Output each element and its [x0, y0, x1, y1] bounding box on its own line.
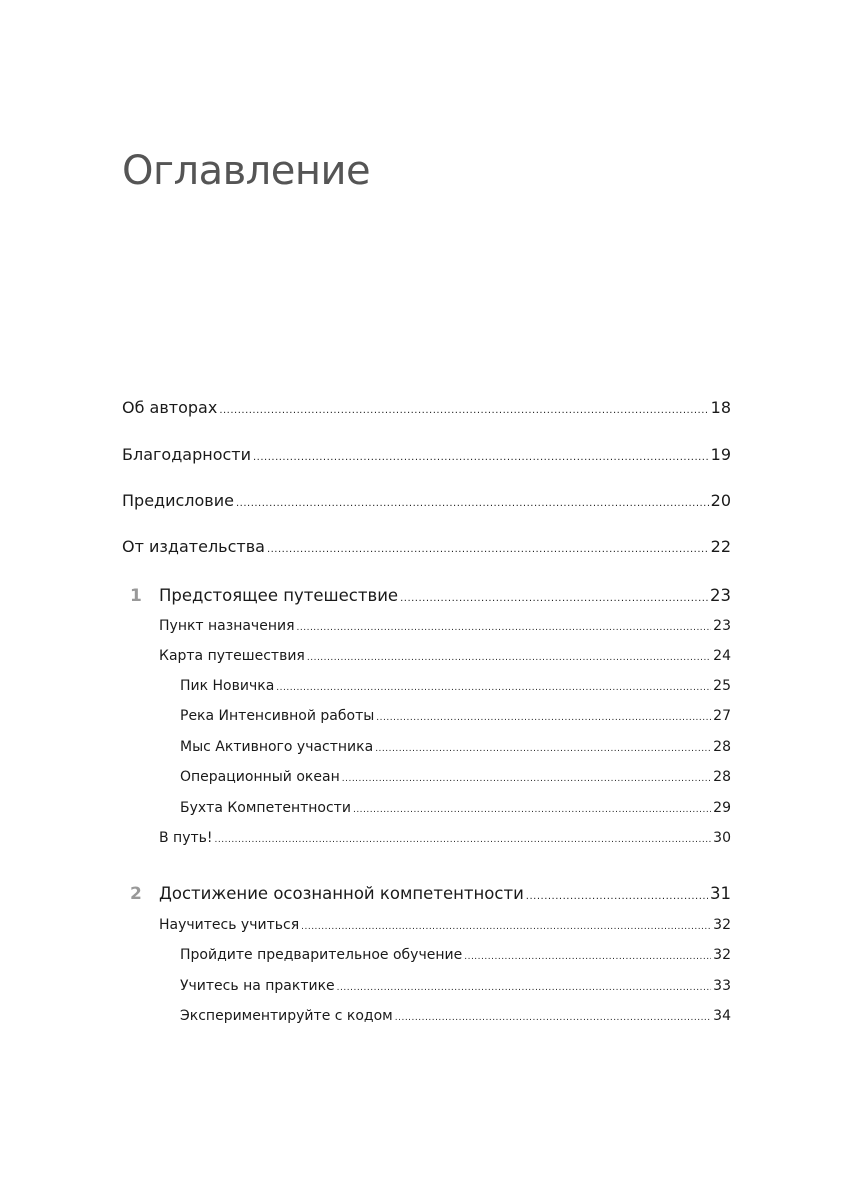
toc-entry-page: 20	[710, 491, 731, 510]
toc-entry-label: Мыс Активного участника	[180, 739, 374, 755]
chapter-number: 1	[130, 586, 142, 606]
toc-subsection[interactable]	[122, 978, 731, 994]
toc-section[interactable]	[122, 648, 731, 664]
toc-entry-label: От издательства	[122, 537, 265, 556]
dot-leader	[464, 952, 711, 962]
toc-subsection[interactable]	[122, 1008, 731, 1024]
toc-subsection[interactable]	[122, 800, 731, 816]
dot-leader	[253, 452, 709, 463]
dot-leader	[297, 623, 712, 633]
table-of-contents	[122, 0, 731, 1200]
toc-entry-from-publisher[interactable]	[122, 537, 731, 556]
toc-entry-label: Пик Новичка	[180, 678, 275, 694]
toc-entry-label: Карта путешествия	[159, 648, 305, 664]
toc-chapter-2[interactable]	[122, 884, 731, 903]
toc-entry-label: Благодарности	[122, 445, 251, 464]
toc-entry-page: 34	[713, 1008, 731, 1024]
toc-subsection[interactable]	[122, 769, 731, 785]
toc-entry-page: 29	[713, 800, 731, 816]
toc-entry-label: Операционный океан	[180, 769, 340, 785]
dot-leader	[215, 835, 712, 845]
toc-subsection[interactable]	[122, 708, 731, 724]
toc-entry-page: 18	[710, 398, 731, 417]
toc-entry-label: Пункт назначения	[159, 618, 295, 634]
dot-leader	[267, 544, 709, 555]
toc-subsection[interactable]	[122, 947, 731, 963]
toc-entry-page: 28	[713, 739, 731, 755]
dot-leader	[301, 922, 711, 932]
toc-entry-page: 27	[713, 708, 731, 724]
dot-leader	[400, 593, 708, 604]
chapter-number: 2	[130, 884, 142, 904]
toc-entry-page: 28	[713, 769, 731, 785]
dot-leader	[276, 683, 711, 693]
toc-entry-label: Бухта Компетентности	[180, 800, 351, 816]
toc-entry-label: Предисловие	[122, 491, 234, 510]
toc-entry-page: 33	[713, 978, 731, 994]
toc-entry-acknowledgements[interactable]	[122, 445, 731, 464]
toc-entry-page: 19	[710, 445, 731, 464]
toc-entry-label: Научитесь учиться	[159, 917, 300, 933]
toc-entry-page: 31	[710, 884, 731, 903]
dot-leader	[375, 744, 711, 754]
toc-chapter-1[interactable]	[122, 586, 731, 605]
page-title: Оглавление	[122, 148, 371, 194]
dot-leader	[236, 498, 709, 509]
dot-leader	[395, 1013, 711, 1023]
dot-leader	[219, 405, 708, 416]
toc-section[interactable]	[122, 917, 731, 933]
dot-leader	[342, 774, 711, 784]
toc-entry-label: Экспериментируйте с кодом	[180, 1008, 393, 1024]
dot-leader	[353, 805, 711, 815]
toc-entry-page: 24	[713, 648, 731, 664]
toc-subsection[interactable]	[122, 739, 731, 755]
dot-leader	[307, 653, 711, 663]
toc-entry-page: 30	[713, 830, 731, 846]
toc-entry-page: 23	[710, 586, 731, 605]
dot-leader	[526, 891, 708, 902]
toc-section[interactable]	[122, 618, 731, 634]
toc-entry-page: 25	[713, 678, 731, 694]
toc-entry-label: Предстоящее путешествие	[159, 586, 399, 605]
toc-entry-label: Пройдите предварительное обучение	[180, 947, 463, 963]
toc-entry-label: В путь!	[159, 830, 213, 846]
toc-entry-page: 22	[710, 537, 731, 556]
toc-subsection[interactable]	[122, 678, 731, 694]
toc-entry-label: Река Интенсивной работы	[180, 708, 375, 724]
toc-entry-label: Об авторах	[122, 398, 218, 417]
toc-entry-page: 32	[713, 917, 731, 933]
dot-leader	[376, 713, 711, 723]
toc-entry-label: Достижение осознанной компетентности	[159, 884, 524, 903]
dot-leader	[337, 983, 712, 993]
toc-entry-about-authors[interactable]	[122, 398, 731, 417]
toc-entry-label: Учитесь на практике	[180, 978, 335, 994]
toc-entry-page: 32	[713, 947, 731, 963]
toc-section[interactable]	[122, 830, 731, 846]
toc-entry-preface[interactable]	[122, 491, 731, 510]
toc-entry-page: 23	[713, 618, 731, 634]
